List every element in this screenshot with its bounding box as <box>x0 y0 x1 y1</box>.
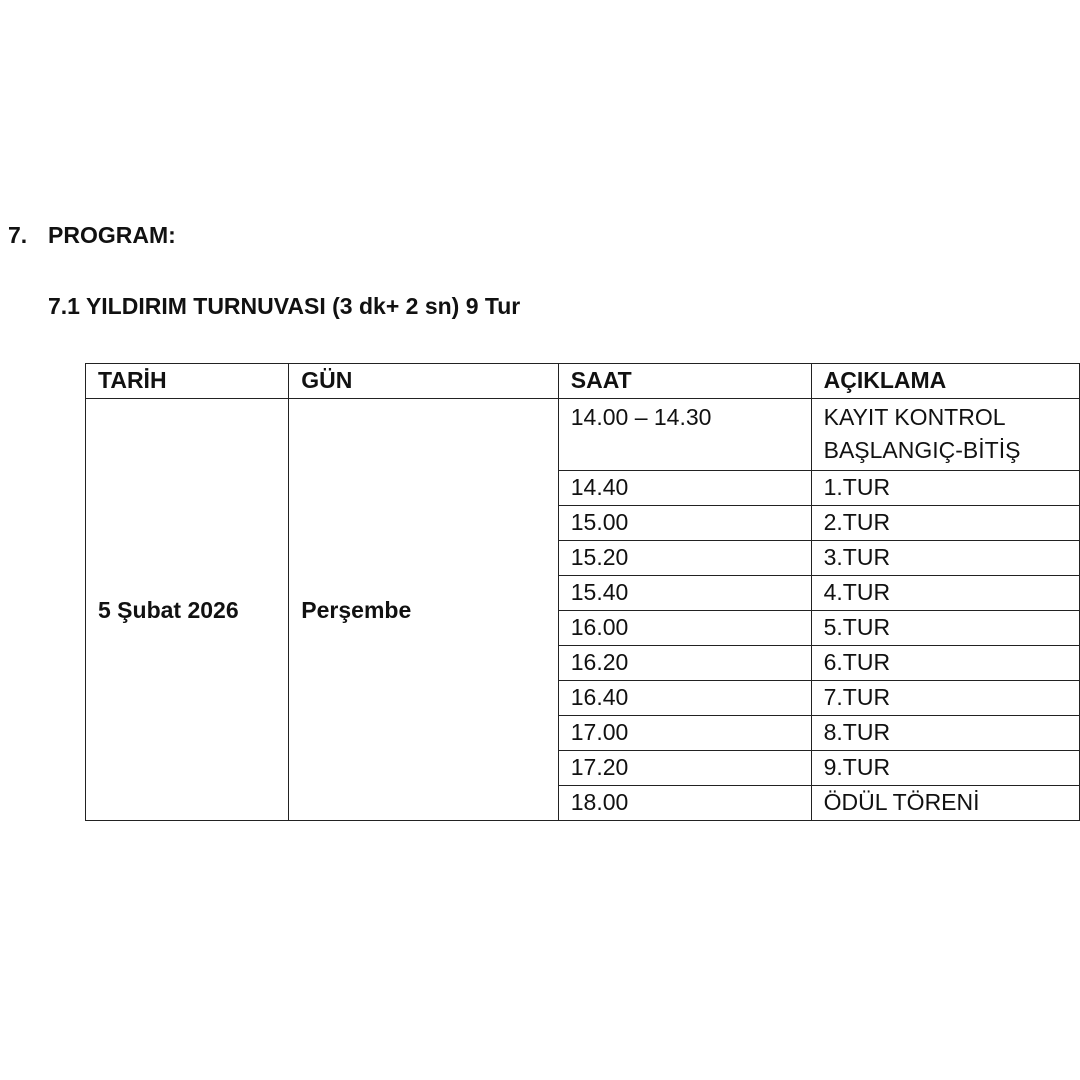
description-cell: 9.TUR <box>811 751 1079 786</box>
time-cell: 14.00 – 14.30 <box>558 399 811 471</box>
time-cell: 17.20 <box>558 751 811 786</box>
program-table <box>85 363 1080 821</box>
description-cell: 6.TUR <box>811 646 1079 681</box>
time-cell: 16.00 <box>558 611 811 646</box>
section-title: PROGRAM: <box>48 222 176 248</box>
header-day: GÜN <box>289 364 558 399</box>
description-cell: ÖDÜL TÖRENİ <box>811 786 1079 821</box>
time-cell: 16.40 <box>558 681 811 716</box>
description-cell: 4.TUR <box>811 576 1079 611</box>
table-row <box>86 399 1080 471</box>
time-cell: 15.40 <box>558 576 811 611</box>
header-date: TARİH <box>86 364 289 399</box>
description-cell: KAYIT KONTROL BAŞLANGIÇ-BİTİŞ <box>811 399 1079 471</box>
time-cell: 15.20 <box>558 541 811 576</box>
time-cell: 14.40 <box>558 471 811 506</box>
description-cell: 8.TUR <box>811 716 1079 751</box>
time-cell: 17.00 <box>558 716 811 751</box>
description-cell: 7.TUR <box>811 681 1079 716</box>
subsection-title: 7.1 YILDIRIM TURNUVASI (3 dk+ 2 sn) 9 Tur <box>48 293 521 319</box>
header-time: SAAT <box>558 364 811 399</box>
time-cell: 16.20 <box>558 646 811 681</box>
description-cell: 3.TUR <box>811 541 1079 576</box>
description-cell: 2.TUR <box>811 506 1079 541</box>
section-number: 7. <box>8 222 28 248</box>
table-header-row <box>86 364 1080 399</box>
section-heading <box>8 220 176 250</box>
description-cell: 5.TUR <box>811 611 1079 646</box>
header-description: AÇIKLAMA <box>811 364 1079 399</box>
time-cell: 15.00 <box>558 506 811 541</box>
time-cell: 18.00 <box>558 786 811 821</box>
day-cell: Perşembe <box>289 399 558 821</box>
date-cell: 5 Şubat 2026 <box>86 399 289 821</box>
description-cell: 1.TUR <box>811 471 1079 506</box>
